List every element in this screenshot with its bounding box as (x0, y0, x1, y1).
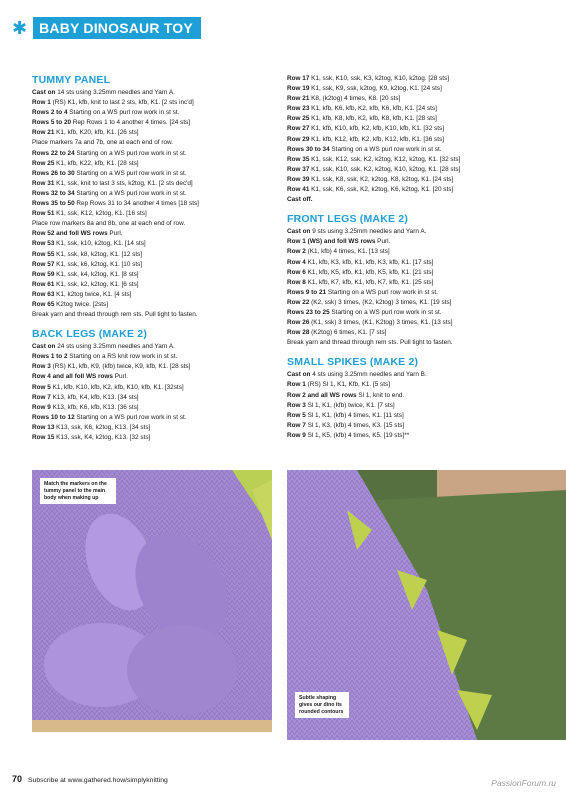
instruction-label: Row 4 and all foll WS rows (32, 373, 113, 381)
instruction-line (287, 84, 535, 94)
instruction-text: 4 sts using 3.25mm needles and Yarn B. (310, 371, 427, 379)
instruction-line (287, 258, 535, 268)
instruction-text: Starting on a WS purl row work in st st. (74, 169, 187, 177)
instruction-text: K1, kfb, K3, kfb, K1, kfb, K3, kfb, K1. [17 sts] (305, 258, 434, 266)
instruction-line (287, 227, 535, 237)
instruction-label: Row 7 (287, 421, 306, 429)
instruction-label: Rows 5 to 20 (32, 119, 72, 127)
instruction-text: Break yarn and thread through rem sts. Pull tight to fasten. (32, 311, 198, 319)
instruction-line (32, 128, 280, 138)
instruction-text: K1, ssk, knit to last 3 sts, k2tog, K1. [2 sts dec'd] (54, 179, 193, 187)
instruction-label: Row 23 (287, 105, 310, 113)
instruction-text: K1, ssk, K10, ssk, K2, k2tog, K10, k2tog, K1. [28 sts] (309, 165, 461, 173)
instruction-label: Row 4 (287, 258, 306, 266)
instruction-label: Row 3 (287, 401, 306, 409)
instruction-text: K1, kfb, K10, kfb, K2, kfb, K10, kfb, K1. [32sts] (50, 383, 184, 391)
instruction-text: Sl 1, knit to end. (356, 391, 405, 399)
instruction-line (287, 185, 535, 195)
instruction-text: Starting on a WS purl row work in st st. (74, 413, 187, 421)
instruction-label: Row 28 (287, 329, 310, 337)
watermark: PassionForum.ru (491, 778, 556, 788)
instruction-text: (RS) Sl 1, K1, Kfb, K1. [5 sts] (305, 381, 391, 389)
knitted-dino-legs-image (32, 470, 272, 732)
instruction-text: K1, ssk, K12, ssk, K2, k2tog, K12, k2tog, K1. [32 sts] (309, 155, 461, 163)
instruction-text: Sl 1, K5, (kfb) 4 times, K5. [19 sts]** (305, 431, 410, 439)
instruction-line (32, 383, 280, 393)
instruction-label: Rows 1 to 2 (32, 353, 68, 361)
instruction-label: Row 25 (287, 115, 310, 123)
instruction-label: Cast on (32, 89, 56, 96)
instruction-line (32, 149, 280, 159)
instruction-text: Purl. (112, 373, 128, 381)
instruction-text: K1, kfb, K7, kfb, K1, kfb, K7, kfb, K1. [25 sts] (305, 278, 434, 286)
instruction-label: Row 17 (287, 75, 310, 82)
instruction-line (32, 189, 280, 199)
instruction-text: K1, kfb, K12, kfb, K2, kfb, K12, kfb, K1. [36 sts] (309, 135, 445, 143)
instruction-line (32, 260, 280, 270)
instruction-label: Rows 2 to 4 (32, 109, 68, 117)
subscribe-link[interactable]: Subscribe at www.gathered.how/simplyknitting (28, 777, 168, 784)
instruction-label: Row 26 (287, 319, 310, 327)
instruction-label: Row 52 and foll WS rows (32, 230, 108, 238)
instruction-line (287, 74, 535, 84)
photo-back-legs (32, 470, 272, 732)
instruction-label: Row 7 (32, 393, 51, 401)
section-title: FRONT LEGS (MAKE 2) (287, 213, 409, 226)
instruction-text: K1, k2tog twice, K1. [4 sts] (54, 290, 132, 298)
instruction-line (287, 104, 535, 114)
photo-dino-on-child (287, 470, 566, 740)
instruction-text: 9 sts using 3.25mm needles and Yarn A. (310, 228, 427, 236)
instruction-label: Row 22 (287, 298, 310, 306)
instruction-label: Rows 10 to 12 (32, 413, 75, 421)
instruction-line (287, 328, 535, 338)
instruction-line (32, 199, 280, 209)
page-number: 70 (12, 774, 23, 784)
instruction-text: K1, ssk, k2, k2tog, K1. [6 sts] (54, 280, 139, 288)
instruction-label: Row 13 (32, 423, 55, 431)
instruction-label: Row 2 and all WS rows (287, 391, 357, 399)
instruction-label: Row 5 (32, 383, 51, 391)
instruction-label: Row 59 (32, 270, 55, 278)
right-text-column (287, 74, 535, 441)
instruction-label: Row 37 (287, 165, 310, 173)
instruction-line (32, 169, 280, 179)
asterisk-icon: ✱ (12, 18, 28, 38)
instruction-line (287, 114, 535, 124)
instruction-text: K1, kfb, K22, kfb, K1. [28 sts] (54, 159, 139, 167)
instruction-line (32, 290, 280, 300)
instruction-line (32, 209, 280, 219)
instruction-line (287, 380, 535, 390)
instruction-label: Rows 32 to 34 (32, 189, 75, 197)
instruction-text: Break yarn and thread through rem sts. Pull tight to fasten. (287, 339, 453, 347)
instruction-text: Starting on a WS purl row work in st st. (329, 308, 442, 316)
instruction-label: Row 29 (287, 135, 310, 143)
instruction-text: Starting on a WS purl row work in st st. (326, 288, 438, 296)
instruction-label: Cast off. (287, 196, 313, 204)
section-title: TUMMY PANEL (32, 74, 111, 86)
instruction-text: K1, ssk, k10, k2tog, K1. [14 sts] (54, 240, 146, 248)
photo-caption-left: Match the markers on the tummy panel to the main body when making up (40, 478, 116, 504)
page-footer (12, 774, 168, 784)
instruction-label: Row 57 (32, 260, 55, 268)
instruction-line (32, 159, 280, 169)
instruction-label: Row 8 (287, 278, 306, 286)
instruction-line (287, 391, 535, 401)
instruction-text: K13, kfb, K6, kfb, K13. [36 sts] (50, 403, 139, 411)
instruction-label: Row 61 (32, 280, 55, 288)
instruction-label: Rows 30 to 34 (287, 145, 330, 153)
instruction-label: Row 65 (32, 300, 55, 308)
instruction-label: Rows 26 to 30 (32, 169, 75, 177)
instruction-label: Row 19 (287, 85, 310, 93)
instruction-text: K1, ssk, K6, ssk, K2, k2tog, K6, k2tog, K1. [20 sts] (309, 186, 454, 194)
instruction-line (32, 433, 280, 443)
instruction-line (287, 124, 535, 134)
instruction-label: Row 15 (32, 434, 55, 441)
instruction-line (287, 268, 535, 278)
instruction-text: K13, kfb, K4, kfb, K13. [34 sts] (50, 393, 139, 401)
instruction-line (32, 362, 280, 372)
instruction-label: Row 9 (287, 431, 306, 439)
section-title: SMALL SPIKES (MAKE 2) (287, 356, 419, 369)
instruction-line (32, 280, 280, 290)
instruction-text: (RS) K1, kfb, K9, (kfb) twice, K9, kfb, K1. [28 sts] (50, 363, 191, 371)
instruction-line (32, 310, 280, 320)
instruction-label: Cast on (287, 371, 311, 379)
instruction-text: 24 sts using 3.25mm needles and Yarn A. (55, 343, 175, 351)
instruction-label: Rows 35 to 50 (32, 200, 75, 208)
instruction-line (32, 118, 280, 128)
instruction-text: (K2, ssk) 3 times, (K2, k2tog) 3 times, K1. [19 sts] (309, 298, 452, 306)
instruction-line (32, 270, 280, 280)
instruction-line (287, 135, 535, 145)
instruction-text: Starting on a WS purl row work in st st. (67, 109, 180, 117)
instruction-line (287, 94, 535, 104)
instruction-line (32, 300, 280, 310)
instruction-line (32, 413, 280, 423)
instruction-text: Rep Rows 1 to 4 another 4 times. [24 sts] (71, 119, 191, 127)
instruction-label: Row 51 (32, 210, 55, 218)
instruction-text: K1, kfb, K20, kfb, K1. [26 sts] (54, 129, 139, 137)
instruction-text: K1, kfb, K8, kfb, K2, kfb, K8, kfb, K1. [28 sts] (309, 115, 437, 123)
instruction-label: Row 35 (287, 155, 310, 163)
instruction-label: Row 41 (287, 186, 310, 194)
left-text-column (32, 74, 280, 443)
instruction-label: Row 1 (32, 99, 51, 107)
instruction-label: Row 1 (287, 381, 306, 389)
instruction-label: Row 55 (32, 250, 55, 258)
instruction-line (287, 318, 535, 328)
instruction-line (287, 421, 535, 431)
instruction-text: K13, ssk, K6, k2tog, K13. [34 sts] (54, 423, 151, 431)
instruction-label: Row 31 (32, 179, 55, 187)
instruction-label: Row 21 (287, 95, 310, 103)
instruction-line (287, 175, 535, 185)
instruction-text: K8, (k2tog) 4 times, K8. [20 sts] (309, 95, 401, 103)
instruction-text: K13, ssk, K4, k2tog, K13. [32 sts] (54, 434, 151, 441)
instruction-label: Rows 9 to 21 (287, 288, 327, 296)
instruction-label: Row 5 (287, 411, 306, 419)
instruction-text: K1, kfb, K6, kfb, K2, kfb, K6, kfb, K1. [24 sts] (309, 105, 437, 113)
instruction-label: Cast on (287, 228, 311, 236)
instruction-label: Row 53 (32, 240, 55, 248)
instruction-label: Row 63 (32, 290, 55, 298)
instruction-text: K1, ssk, k4, k2tog, K1. [8 sts] (54, 270, 139, 278)
instruction-text: Sl 1, K1, (kfb) twice, K1. [7 sts] (305, 401, 395, 409)
instruction-line (287, 155, 535, 165)
instruction-line (32, 239, 280, 249)
instruction-line (32, 179, 280, 189)
instruction-label: Row 25 (32, 159, 55, 167)
instruction-line (32, 403, 280, 413)
instruction-line (287, 165, 535, 175)
instruction-line (32, 219, 280, 229)
instruction-line (287, 411, 535, 421)
instruction-text: K1, ssk, K9, ssk, k2tog, K9, k2tog, K1. [24 sts] (309, 85, 442, 93)
instruction-line (287, 370, 535, 380)
instruction-text: Starting on a RS knit row work in st st. (67, 353, 178, 361)
section-title: BACK LEGS (MAKE 2) (32, 328, 148, 341)
instruction-line (32, 108, 280, 118)
instruction-label: Row 39 (287, 175, 310, 183)
instruction-label: Rows 22 to 24 (32, 149, 75, 157)
instruction-text: K1, ssk, K10, ssk, K3, k2tog, K10, k2tog. [28 sts] (309, 75, 449, 82)
instruction-label: Row 3 (32, 363, 51, 371)
instruction-line (287, 401, 535, 411)
instruction-line (287, 247, 535, 257)
instruction-text: Starting on a WS purl row work in st st. (329, 145, 442, 153)
instruction-text: K2tog twice. [2sts] (54, 300, 109, 308)
instruction-line (287, 338, 535, 348)
instruction-line (32, 393, 280, 403)
instruction-line (287, 308, 535, 318)
instruction-text: Starting on a WS purl row work in st st. (74, 149, 187, 157)
photo-caption-right: Subtle shaping gives our dino its rounded contours (295, 692, 349, 718)
instruction-line (32, 342, 280, 352)
instruction-label: Row 21 (32, 129, 55, 137)
instruction-text: Rep Rows 31 to 34 another 4 times [18 sts] (74, 200, 199, 208)
instruction-line (32, 229, 280, 239)
instruction-label: Cast on (32, 343, 56, 351)
instruction-line (287, 145, 535, 155)
instruction-line (287, 431, 535, 441)
instruction-label: Rows 23 to 25 (287, 308, 330, 316)
instruction-text: Sl 1, K3, (kfb) 4 times, K3. [15 sts] (305, 421, 405, 429)
instruction-text: K1, ssk, K8, ssk, K2, k2tog, K8, k2tog, K1. [24 sts] (309, 175, 454, 183)
instruction-text: K1, ssk, k8, k2tog, K1. [12 sts] (54, 250, 143, 258)
instruction-text: Sl 1, K1, (kfb) 4 times, K1. [11 sts] (305, 411, 404, 419)
instruction-text: Starting on a WS purl row work in st st. (74, 189, 187, 197)
instruction-line (287, 298, 535, 308)
instruction-line (32, 138, 280, 148)
instruction-line (287, 288, 535, 298)
instruction-line (287, 237, 535, 247)
instruction-line (32, 372, 280, 382)
instruction-label: Row 2 (287, 248, 306, 256)
instruction-text: (K2tog) 6 times, K1. [7 sts] (309, 329, 387, 337)
page-header (12, 16, 201, 40)
instruction-label: Row 6 (287, 268, 306, 276)
instruction-text: 14 sts using 3.25mm needles and Yarn A. (55, 89, 175, 96)
instruction-label: Row 1 (WS) and foll WS rows (287, 238, 376, 246)
instruction-text: K1, kfb, K10, kfb, K2, kfb, K10, kfb, K1. [32 sts] (309, 125, 445, 133)
instruction-line (287, 278, 535, 288)
instruction-text: K1, kfb, K5, kfb, K1, kfb, K5, kfb, K1. [21 sts] (305, 268, 434, 276)
instruction-line (287, 195, 535, 205)
instruction-label: Row 27 (287, 125, 310, 133)
instruction-text: (K1, ssk) 3 times, (K1, K2tog) 3 times, K1. [13 sts] (309, 319, 453, 327)
instruction-text: K1, ssk, k6, k2tog, K1. [10 sts] (54, 260, 143, 268)
instruction-text: Place markers 7a and 7b, one at each end of row. (32, 139, 174, 147)
instruction-line (32, 88, 280, 98)
instruction-text: Place row markers 8a and 8b, one at each end of row. (32, 220, 186, 228)
instruction-label: Row 9 (32, 403, 51, 411)
instruction-text: Purl. (107, 230, 123, 238)
instruction-text: K1, ssk, K12, k2tog, K1. [16 sts] (54, 210, 147, 218)
instruction-line (32, 352, 280, 362)
instruction-line (32, 250, 280, 260)
instruction-line (32, 98, 280, 108)
instruction-text: (K1, kfb) 4 times, K1. [13 sts] (305, 248, 390, 256)
page-title: BABY DINOSAUR TOY (33, 17, 201, 39)
instruction-line (32, 423, 280, 433)
instruction-text: (RS) K1, kfb, knit to last 2 sts, kfb, K1. [2 sts inc'd] (50, 99, 194, 107)
instruction-text: Purl. (375, 238, 391, 246)
